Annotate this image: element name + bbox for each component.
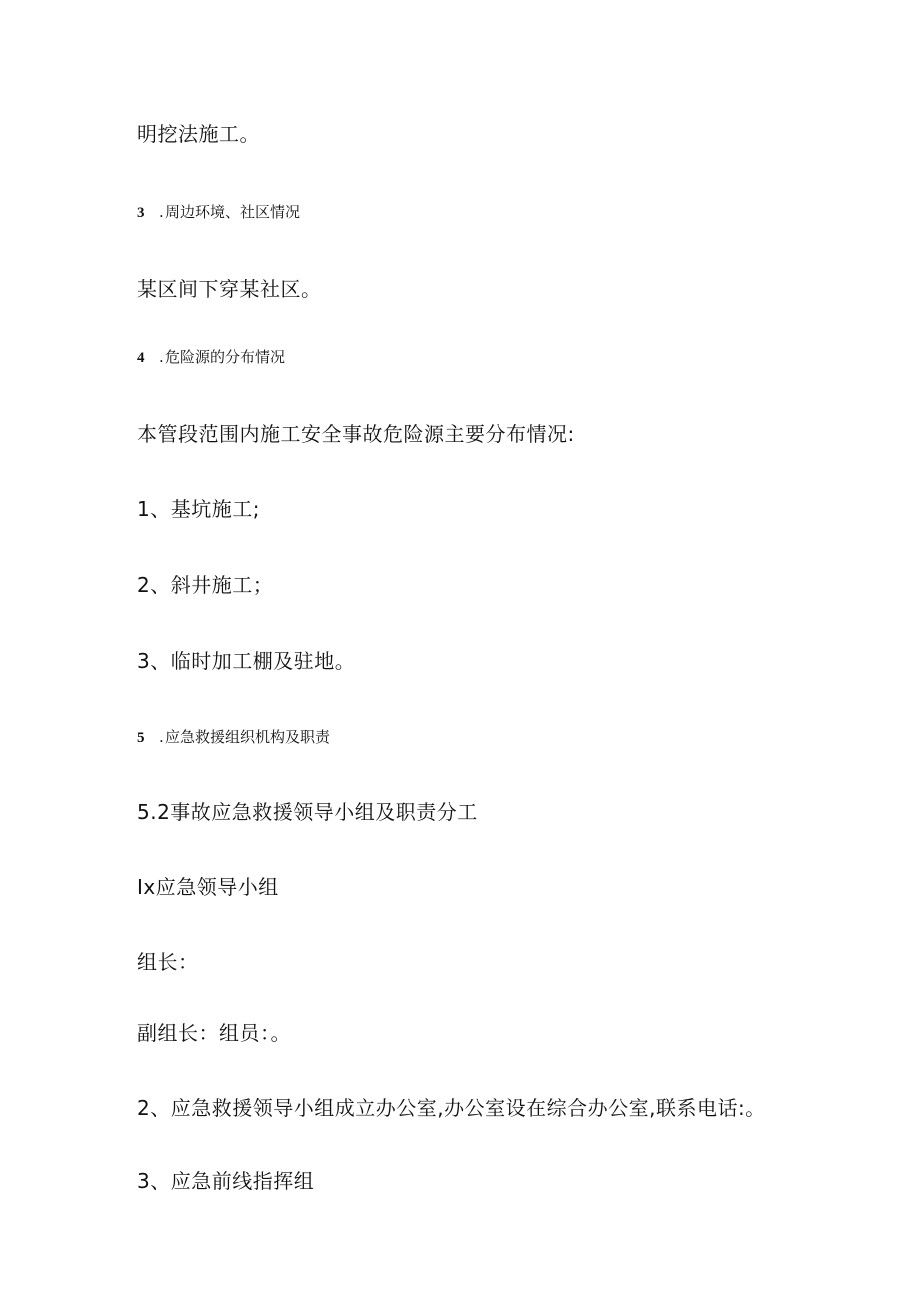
section-dot: . (159, 728, 164, 746)
section-title: 周边环境、社区情况 (165, 203, 301, 221)
section-number: 3 (137, 205, 145, 221)
paragraph-community: 某区间下穿某社区。 (137, 277, 322, 301)
paragraph-hazard-intro: 本管段范围内施工安全事故危险源主要分布情况: (137, 422, 575, 446)
list-item-temporary-shed: 3、临时加工棚及驻地。 (137, 649, 356, 673)
section-dot: . (159, 203, 164, 221)
section-heading-4 (137, 350, 285, 366)
list-item-pit-construction: 1、基坑施工; (137, 497, 260, 521)
paragraph-office-setup: 2、应急救援领导小组成立办公室,办公室设在综合办公室,联系电话:。 (137, 1096, 766, 1120)
section-dot: . (159, 348, 164, 366)
paragraph-excavation-method: 明挖法施工。 (137, 122, 260, 146)
list-item-frontline-command: 3、应急前线指挥组 (137, 1169, 315, 1193)
section-title: 应急救援组织机构及职责 (165, 728, 331, 746)
field-group-leader: 组长： (137, 950, 199, 974)
section-heading-5 (137, 730, 330, 746)
subsection-leadership-group: Ix应急领导小组 (137, 875, 279, 899)
section-number: 4 (137, 350, 145, 366)
field-deputy-and-members: 副组长：组员：。 (137, 1021, 291, 1045)
section-number: 5 (137, 730, 145, 746)
subsection-heading-5-2: 5.2事故应急救援领导小组及职责分工 (137, 800, 478, 824)
list-item-incline-shaft: 2、斜井施工； (137, 573, 274, 597)
section-heading-3 (137, 205, 300, 221)
section-title: 危险源的分布情况 (165, 348, 286, 366)
